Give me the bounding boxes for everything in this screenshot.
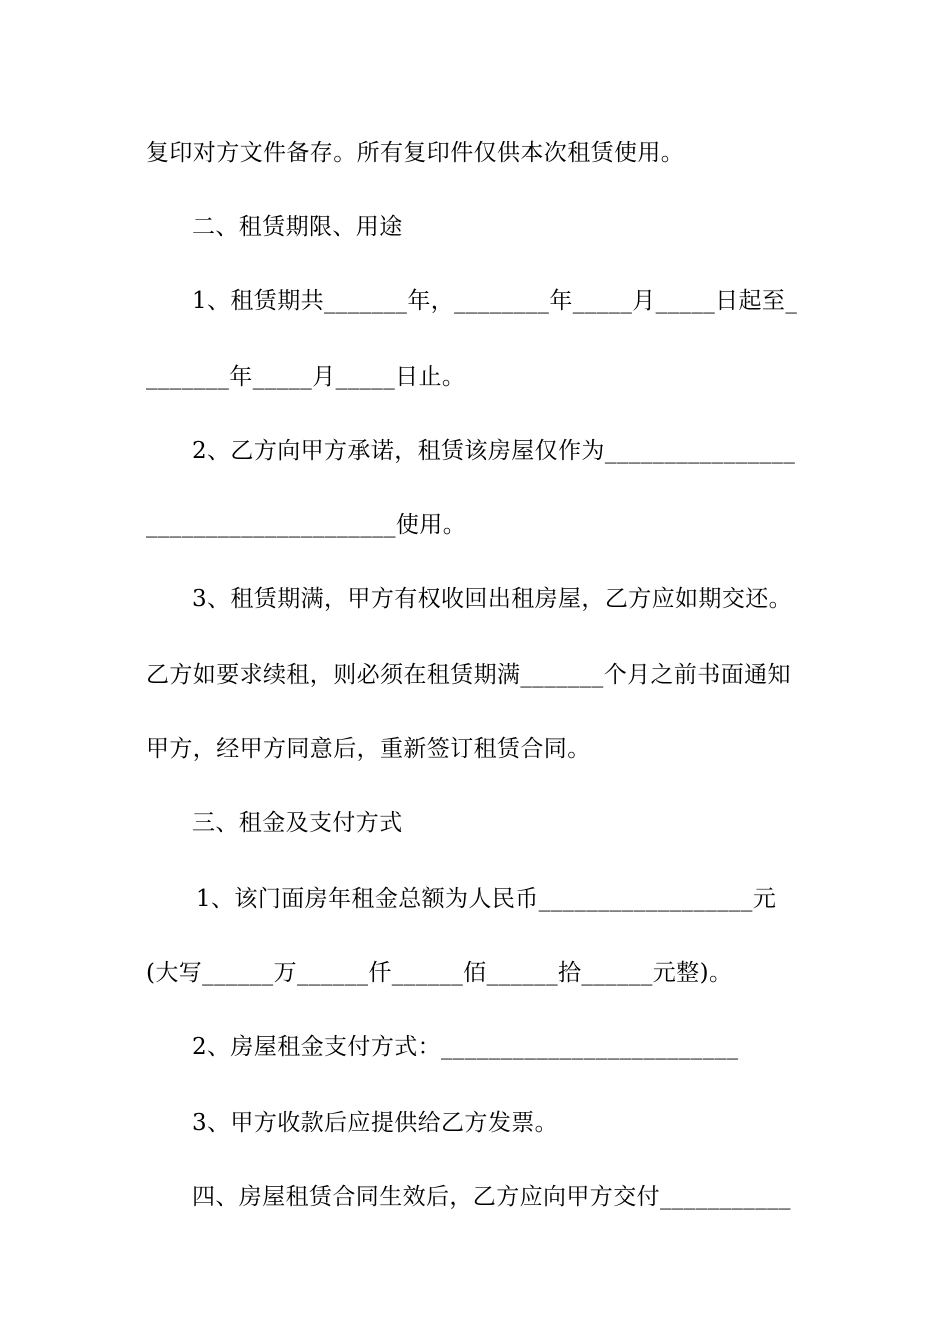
paragraph-line-15: 四、房屋租赁合同生效后，乙方应向甲方交付___________ [192,1184,791,1210]
paragraph-line-11: 1、该门面房年租金总额为人民币__________________元 [196,886,777,912]
paragraph-line-13: 2、房屋租金支付方式：_________________________ [192,1034,739,1060]
section-heading-lease-term: 二、租赁期限、用途 [192,214,403,240]
paragraph-line-14: 3、甲方收款后应提供给乙方发票。 [192,1110,559,1136]
paragraph-line-12: (大写______万______仟______佰______拾______元整)。 [146,960,733,986]
paragraph-line-7: 3、租赁期满，甲方有权收回出租房屋，乙方应如期交还。 [192,586,793,612]
paragraph-line-3: 1、租赁期共_______年，________年_____月_____日起至_ [192,288,798,314]
paragraph-line-1: 复印对方文件备存。所有复印件仅供本次租赁使用。 [146,140,685,166]
paragraph-line-4: _______年_____月_____日止。 [146,364,466,390]
paragraph-line-6: _____________________使用。 [146,512,467,538]
paragraph-line-9: 甲方，经甲方同意后，重新签订租赁合同。 [146,736,591,762]
section-heading-rent-payment: 三、租金及支付方式 [192,810,403,836]
paragraph-line-5: 2、乙方向甲方承诺，租赁该房屋仅作为________________ [192,438,796,464]
paragraph-line-8: 乙方如要求续租，则必须在租赁期满_______个月之前书面通知 [146,662,791,688]
